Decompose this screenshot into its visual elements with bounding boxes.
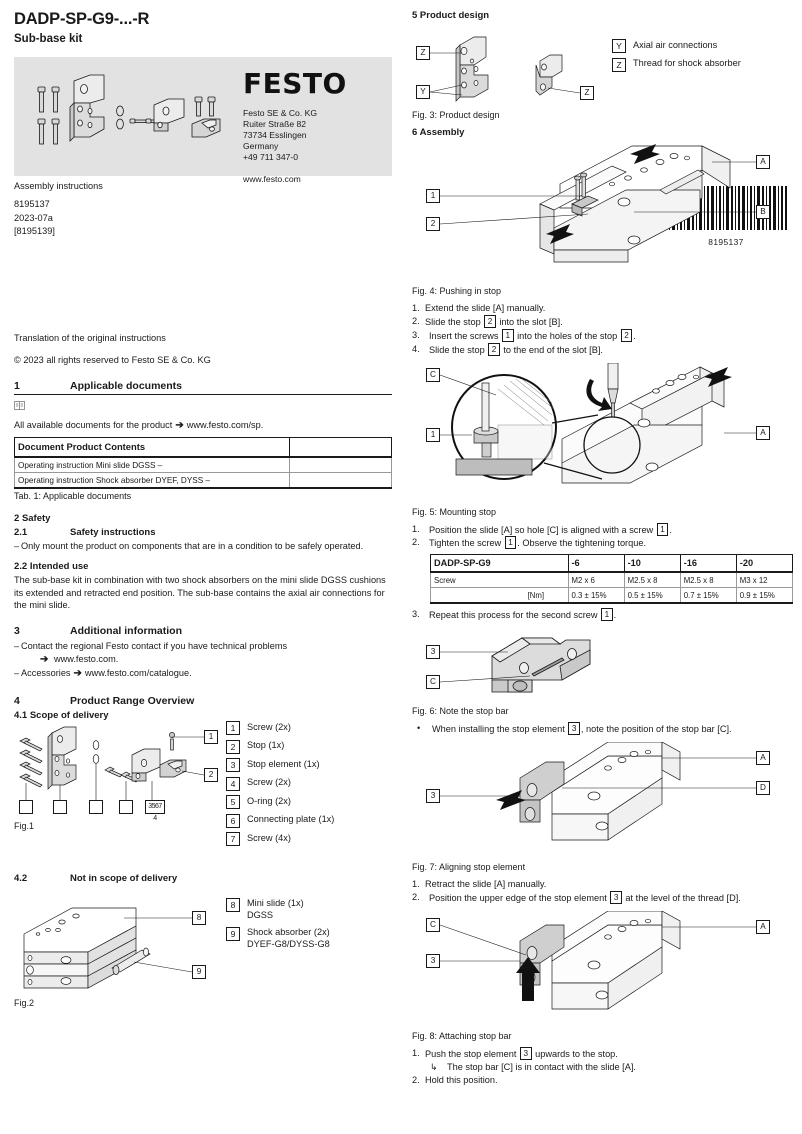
step-text: Tighten the screw xyxy=(429,538,504,549)
legend-number: 5 xyxy=(226,795,240,809)
inline-callout: 1 xyxy=(601,608,613,621)
figure-3-callout-y: Y xyxy=(416,85,430,99)
section-4-2-heading xyxy=(14,873,392,884)
step-number: 3. xyxy=(412,609,420,620)
list-item xyxy=(412,315,790,329)
list-item xyxy=(226,721,334,735)
figure-1 xyxy=(14,723,226,851)
torque-header-16: -16 xyxy=(680,555,736,573)
torque-cell: 0.5 ± 15% xyxy=(624,588,680,604)
document-meta xyxy=(14,180,392,238)
figure-6-callout-c: C xyxy=(426,675,440,689)
company-address xyxy=(243,108,378,163)
table-header-blank xyxy=(290,438,392,458)
step-number: 3. xyxy=(412,329,420,340)
table-header-row xyxy=(15,438,392,458)
figure-2-label: Fig.2 xyxy=(14,997,35,1008)
figure-4 xyxy=(412,142,790,282)
cover-illustration-band xyxy=(14,57,392,184)
list-item xyxy=(226,927,330,951)
document-reference: [8195139] xyxy=(14,226,55,237)
torque-header-6: -6 xyxy=(568,555,624,573)
legend-number: 7 xyxy=(226,832,240,846)
figure-6-caption: Fig. 6: Note the stop bar xyxy=(412,706,509,717)
inline-callout: 2 xyxy=(488,343,500,356)
torque-cell: 0.3 ± 15% xyxy=(568,588,624,604)
figure-3-callout-z-top: Z xyxy=(416,46,430,60)
legend-number: 4 xyxy=(226,777,240,791)
step-text-mid: into the holes of the stop xyxy=(514,330,620,341)
figure-1-callout xyxy=(119,800,133,814)
not-in-scope-legend xyxy=(226,898,330,1008)
figure-8-steps xyxy=(412,1047,790,1087)
step-text: Push the stop element xyxy=(425,1048,519,1059)
step-text: Repeat this process for the second screw xyxy=(429,610,601,621)
figure-8-callout-a: A xyxy=(756,920,770,934)
applicable-documents-table xyxy=(14,437,392,489)
accessories-label: Accessories xyxy=(21,668,71,679)
safety-instruction-list xyxy=(14,540,392,553)
translation-note: Translation of the original instructions xyxy=(14,333,166,344)
step-text: Position the slide [A] so hole [C] is aligned with a screw xyxy=(429,524,656,535)
step-text-cont: to the end of the slot [B]. xyxy=(500,344,603,355)
legend-label: Screw (2x) xyxy=(247,721,291,732)
company-name: Festo SE & Co. KG xyxy=(243,108,318,118)
arrow-right-icon: ➔ xyxy=(175,420,184,432)
section-3-heading xyxy=(14,625,392,637)
list-item xyxy=(226,898,330,922)
figure-6-callout-3: 3 xyxy=(426,645,440,659)
torque-cell: M2 x 6 xyxy=(568,572,624,588)
lead-text: All available documents for the product xyxy=(14,420,173,431)
figure-7-callout-a: A xyxy=(756,751,770,765)
list-item xyxy=(412,891,790,905)
inline-callout: 3 xyxy=(610,891,622,904)
address-street: Ruiter Straße 82 xyxy=(243,119,307,129)
torque-cell: M2.5 x 8 xyxy=(680,572,736,588)
step-number: 1. xyxy=(412,879,420,889)
torque-header-20: -20 xyxy=(736,555,792,573)
figure-2-callout-9: 9 xyxy=(192,965,206,979)
document-number: 8195137 xyxy=(14,199,50,210)
figure-8-callout-c: C xyxy=(426,918,440,932)
step-text: Hold this position. xyxy=(425,1074,498,1085)
step-number: 4. xyxy=(412,343,420,354)
figure-1-callout-group: 3567 4 xyxy=(145,800,165,814)
torque-cell: M2.5 x 8 xyxy=(624,572,680,588)
page-title: DADP-SP-G9-...-R xyxy=(14,10,150,28)
section-4-title: Product Range Overview xyxy=(70,695,195,708)
figure-5-steps xyxy=(412,523,790,551)
figure-4-callout-2: 2 xyxy=(426,217,440,231)
figure-6 xyxy=(412,630,790,702)
inline-callout: 2 xyxy=(484,315,496,328)
figure-5-callout-c: C xyxy=(426,368,440,382)
section-6-title: 6 Assembly xyxy=(412,127,465,138)
legend-number: 6 xyxy=(226,814,240,828)
table-cell-doc-2: Operating instruction Shock absorber DYEF, DYSS – xyxy=(15,473,290,489)
copyright-note: © 2023 all rights reserved to Festo SE & Co. KG xyxy=(14,354,211,365)
table-1-caption: Tab. 1: Applicable documents xyxy=(14,491,132,502)
legend-number-y: Y xyxy=(612,39,626,53)
table-row xyxy=(431,588,793,604)
step-number: 2. xyxy=(412,537,420,548)
section-2-1-number: 2.1 xyxy=(14,527,28,539)
torque-row-unit-nm: [Nm] xyxy=(525,588,568,604)
bullet-icon: • xyxy=(417,723,421,734)
safety-instruction-text: Only mount the product on components that are in a condition to be safely operated. xyxy=(21,541,364,552)
figure-1-callout xyxy=(19,800,33,814)
catalogue-link[interactable]: www.festo.com/catalogue. xyxy=(84,668,192,679)
torque-header-product: DADP-SP-G9 xyxy=(431,555,569,573)
inline-callout: 2 xyxy=(621,329,633,342)
table-row xyxy=(431,572,793,588)
book-icon xyxy=(14,397,392,415)
figure-5-caption: Fig. 5: Mounting stop xyxy=(412,506,497,517)
step-number: 2. xyxy=(412,1074,420,1085)
figure-8-callout-3: 3 xyxy=(426,954,440,968)
legend-number: 2 xyxy=(226,740,240,754)
legend-label: Axial air connections xyxy=(633,39,718,50)
right-column xyxy=(412,10,790,1088)
inline-callout: 3 xyxy=(568,722,580,735)
section-3-title: Additional information xyxy=(70,625,182,638)
step-number: 1. xyxy=(412,1047,420,1058)
legend-label: Stop element (1x) xyxy=(247,758,320,769)
step-number: 1. xyxy=(412,303,420,313)
list-item xyxy=(412,329,790,343)
figure-5-callout-a: A xyxy=(756,426,770,440)
section-2-title: Safety xyxy=(21,513,51,525)
figure-4-steps xyxy=(412,302,790,357)
list-item xyxy=(412,536,790,550)
section-1-title: Applicable documents xyxy=(70,380,183,393)
legend-label-line2: DYEF-G8/DYSS-G8 xyxy=(247,939,330,950)
list-item xyxy=(412,878,790,891)
legend-label: Stop (1x) xyxy=(247,740,285,751)
list-item xyxy=(612,58,741,72)
list-item xyxy=(412,523,790,537)
step-text-cont: . xyxy=(633,330,636,341)
table-cell-blank-2 xyxy=(290,473,392,489)
figure-5-callout-1: 1 xyxy=(426,428,440,442)
arrow-right-icon: ➔ xyxy=(73,668,82,680)
address-country: Germany xyxy=(243,141,279,151)
list-item-result xyxy=(412,1061,790,1074)
page-subtitle: Sub-base kit xyxy=(14,33,83,45)
step-number: 2. xyxy=(412,315,420,326)
phone-number: +49 711 347-0 xyxy=(243,152,299,162)
figure-3 xyxy=(412,27,612,120)
section-2-1-heading xyxy=(14,527,392,538)
table-cell-blank-1 xyxy=(290,457,392,473)
inline-callout: 3 xyxy=(520,1047,532,1060)
list-item xyxy=(412,1047,790,1061)
result-arrow-icon: ↳ xyxy=(430,1061,438,1072)
dash-bullet-icon: – xyxy=(14,541,20,552)
table-header-document: Document Product Contents xyxy=(15,438,290,458)
figure-1-callout-1: 1 xyxy=(204,730,218,744)
address-city: 73734 Esslingen xyxy=(243,130,307,140)
intended-use-text: The sub-base kit in combination with two shock absorbers on the mini slide DGSS cushions its extended and retracted end position. The sub-base contains the axial air connections for the mini slide. xyxy=(14,575,386,610)
figure-7-steps xyxy=(412,878,790,905)
additional-info-text-1: Contact the regional Festo contact if you have technical problems xyxy=(21,641,288,652)
inline-callout: 1 xyxy=(505,536,517,549)
scope-of-delivery-legend xyxy=(226,721,334,851)
legend-number: 9 xyxy=(226,927,240,941)
legend-label: Shock absorber (2x) xyxy=(247,927,330,938)
section-1-rule xyxy=(14,394,392,395)
list-item xyxy=(412,343,790,357)
product-design-legend xyxy=(612,39,741,120)
list-item xyxy=(412,1074,790,1087)
legend-label-line2: DGSS xyxy=(247,910,274,921)
dash-bullet-icon: – xyxy=(14,668,20,679)
legend-number: 1 xyxy=(226,721,240,735)
applicable-documents-lead xyxy=(14,419,392,432)
dash-bullet-icon: – xyxy=(14,641,20,652)
additional-info-list xyxy=(14,640,392,681)
legend-number: 8 xyxy=(226,898,240,912)
section-2-heading xyxy=(14,513,392,524)
section-1-number: 1 xyxy=(14,380,20,393)
list-item xyxy=(226,814,334,828)
figure-8-caption: Fig. 8: Attaching stop bar xyxy=(412,1030,512,1041)
legend-label: Thread for shock absorber xyxy=(633,58,741,68)
figure-7-callout-d: D xyxy=(756,781,770,795)
list-item xyxy=(226,777,334,791)
step-text: Slide the stop xyxy=(429,344,488,355)
section-4-2-number: 4.2 xyxy=(14,872,28,884)
step-text: Retract the slide [A] manually. xyxy=(425,879,547,889)
figure-5 xyxy=(412,363,790,503)
figure-1-label: Fig.1 xyxy=(14,821,35,832)
list-item xyxy=(412,302,790,315)
step-text-cont: upwards to the stop. xyxy=(532,1048,618,1059)
torque-cell: 0.7 ± 15% xyxy=(680,588,736,604)
list-item xyxy=(14,640,392,653)
figure-1-callout xyxy=(89,800,103,814)
figure-4-callout-b: B xyxy=(756,205,770,219)
document-type: Assembly instructions xyxy=(14,181,103,191)
legend-label: Screw (2x) xyxy=(247,777,291,788)
list-item xyxy=(412,722,790,736)
list-item xyxy=(612,39,741,53)
legend-number-z: Z xyxy=(612,58,626,72)
torque-cell: M3 x 12 xyxy=(736,572,792,588)
section-4-heading xyxy=(14,695,392,707)
step-text: Position the upper edge of the stop element xyxy=(429,892,610,903)
step-text-cont: into the slot [B]. xyxy=(496,316,563,327)
list-item xyxy=(14,667,392,681)
figure-1-callout xyxy=(53,800,67,814)
table-row xyxy=(15,473,392,489)
step-text-cont: . Observe the tightening torque. xyxy=(517,538,647,549)
torque-row-label-blank xyxy=(431,588,525,604)
torque-header-10: -10 xyxy=(624,555,680,573)
section-2-number: 2 xyxy=(14,513,20,525)
figure-4-callout-1: 1 xyxy=(426,189,440,203)
cover-parts-illustration xyxy=(32,67,242,172)
inline-callout: 1 xyxy=(502,329,514,342)
step-text-cont: . xyxy=(669,524,672,535)
section-1-heading xyxy=(14,380,392,392)
step-text-cont: . xyxy=(613,610,617,621)
step-number: 1. xyxy=(412,523,420,534)
section-4-1-title: 4.1 Scope of delivery xyxy=(14,710,109,722)
screw-torque-table xyxy=(430,554,793,604)
figure-7-caption: Fig. 7: Aligning stop element xyxy=(412,862,526,872)
legend-label: Connecting plate (1x) xyxy=(247,814,335,825)
step-text-cont: at the level of the thread [D]. xyxy=(622,892,741,903)
list-item xyxy=(226,758,334,772)
festo-link[interactable]: www.festo.com. xyxy=(53,654,119,665)
table-cell-doc-1: Operating instruction Mini slide DGSS – xyxy=(15,457,290,473)
list-item xyxy=(14,540,392,553)
figure-2-callout-8: 8 xyxy=(192,911,206,925)
step-number: 2. xyxy=(412,891,420,902)
figure-4-caption: Fig. 4: Pushing in stop xyxy=(412,286,502,296)
step-3-block xyxy=(412,608,790,622)
figure-7 xyxy=(412,742,790,858)
list-item xyxy=(226,740,334,754)
legend-label: Mini slide (1x) xyxy=(247,898,304,909)
list-item xyxy=(226,795,334,809)
section-4-number: 4 xyxy=(14,695,20,708)
torque-row-label-screw: Screw xyxy=(431,572,525,588)
step-text: Slide the stop xyxy=(425,316,484,327)
barcode-number: 8195137 xyxy=(708,237,744,247)
section-2-2-heading: 2.2 Intended use xyxy=(14,561,89,573)
table-row xyxy=(15,457,392,473)
legend-label: O-ring (2x) xyxy=(247,795,291,806)
section-3-number: 3 xyxy=(14,625,20,638)
festo-wordmark: FESTO xyxy=(243,67,347,100)
figure-3-callout-z-right: Z xyxy=(580,86,594,100)
torque-cell: 0.9 ± 15% xyxy=(736,588,792,604)
list-item xyxy=(412,608,790,622)
figure-4-callout-a: A xyxy=(756,155,770,169)
legend-number: 3 xyxy=(226,758,240,772)
figure-6-note xyxy=(412,722,790,736)
figure-2 xyxy=(14,888,226,1008)
arrow-right-icon: ➔ xyxy=(40,654,49,666)
left-column xyxy=(14,10,392,1008)
section-5-title: 5 Product design xyxy=(412,10,490,21)
figure-1-callout-2: 2 xyxy=(204,768,218,782)
website-link[interactable]: www.festo.com xyxy=(243,174,301,184)
torque-row-unit-blank xyxy=(525,572,568,588)
festo-logo-block xyxy=(243,67,378,184)
festo-sp-link[interactable]: www.festo.com/sp. xyxy=(186,420,264,431)
figure-3-caption: Fig. 3: Product design xyxy=(412,110,500,120)
figure-8 xyxy=(412,911,790,1027)
section-4-2-title: Not in scope of delivery xyxy=(70,872,178,884)
note-text: When installing the stop element xyxy=(432,724,568,735)
step-text: Extend the slide [A] manually. xyxy=(425,303,546,313)
result-text: The stop bar [C] is in contact with the slide [A]. xyxy=(447,1061,636,1072)
table-header-row xyxy=(431,555,793,573)
list-item xyxy=(226,832,334,846)
section-2-1-title: Safety instructions xyxy=(70,527,156,539)
note-text-cont: , note the position of the stop bar [C]. xyxy=(580,724,732,735)
figure-7-callout-3: 3 xyxy=(426,789,440,803)
step-text: Insert the screws xyxy=(429,330,501,341)
legend-label: Screw (4x) xyxy=(247,832,291,843)
inline-callout: 1 xyxy=(657,523,669,536)
document-date: 2023-07a xyxy=(14,212,53,223)
